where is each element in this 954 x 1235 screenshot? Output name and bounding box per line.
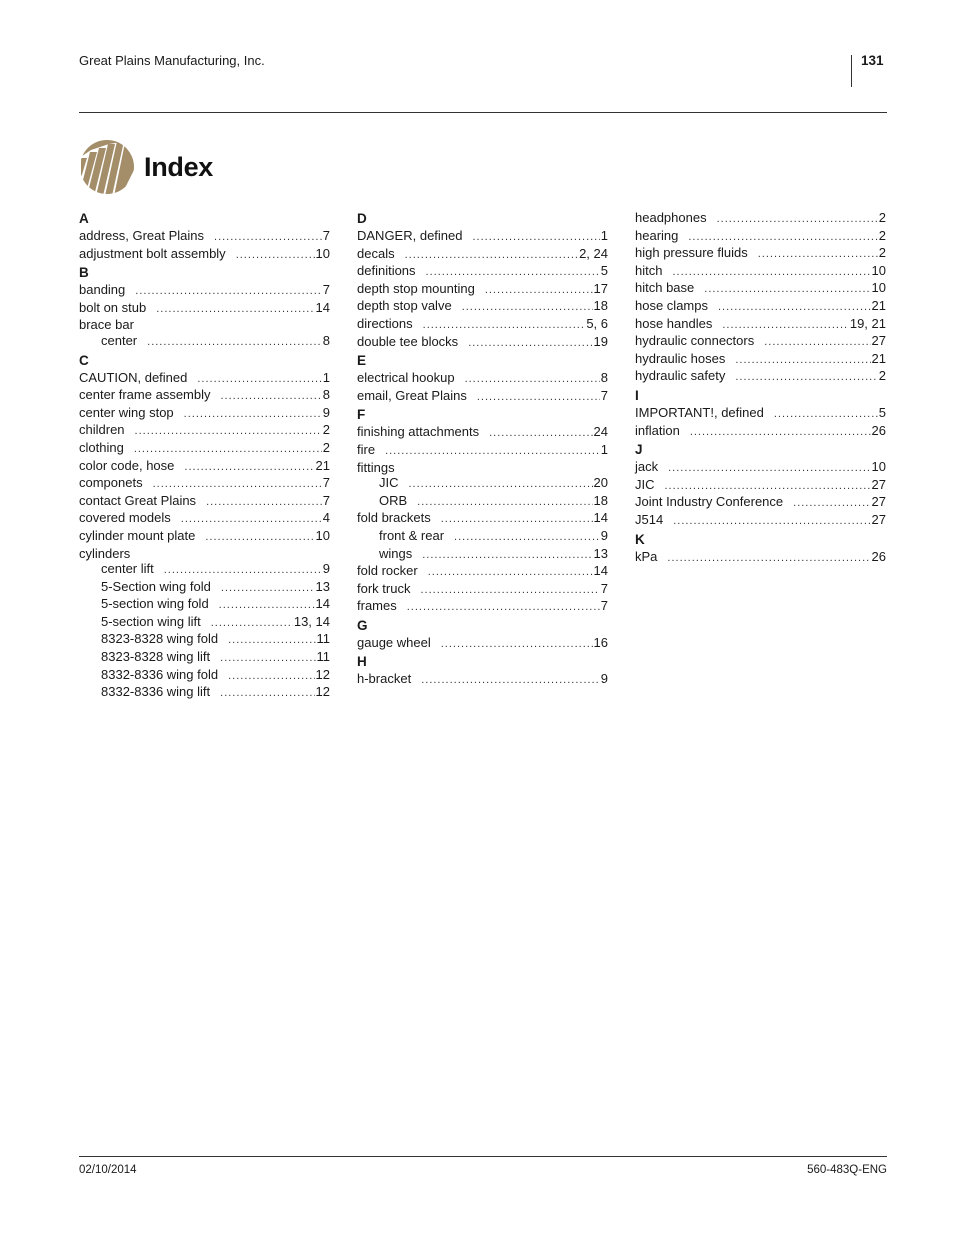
index-term: address, Great Plains	[79, 228, 205, 243]
dot-leader	[134, 442, 322, 458]
dot-leader	[219, 598, 315, 614]
index-subentry	[357, 475, 608, 493]
index-page-ref[interactable]: 11	[316, 649, 330, 665]
index-entry	[635, 459, 886, 477]
index-term: 8332-8336 wing lift	[101, 684, 211, 700]
dot-leader	[214, 230, 322, 246]
dot-leader	[135, 424, 322, 440]
index-term: high pressure fluids	[635, 245, 748, 261]
index-page-ref[interactable]: 2	[322, 439, 330, 455]
index-entry	[357, 316, 608, 334]
dot-leader	[156, 302, 314, 318]
index-entry	[79, 528, 330, 546]
index-page-ref[interactable]: 18	[593, 298, 608, 314]
dot-leader	[454, 530, 600, 546]
index-term: directions	[357, 315, 413, 331]
dot-leader	[409, 477, 593, 493]
index-page-ref[interactable]: 8	[322, 387, 330, 403]
index-term: 8323-8328 wing lift	[101, 649, 211, 665]
index-term: componets	[79, 475, 143, 491]
index-page-ref[interactable]: 2, 24	[579, 245, 608, 261]
dot-leader	[236, 248, 315, 264]
index-term: JIC	[635, 476, 655, 492]
dot-leader	[147, 335, 322, 351]
dot-leader	[211, 616, 293, 632]
index-page-ref[interactable]: 7	[322, 492, 330, 508]
index-term: covered models	[79, 510, 171, 526]
index-page-ref[interactable]: 10	[871, 280, 886, 296]
index-page-ref[interactable]: 9	[322, 404, 330, 420]
index-term: center	[101, 332, 138, 348]
index-entry	[635, 423, 886, 441]
index-subentry	[79, 596, 330, 614]
index-term: depth stop valve	[357, 298, 452, 314]
dot-leader	[184, 460, 314, 476]
index-page-ref[interactable]: 1	[600, 228, 608, 243]
index-entry	[635, 368, 886, 386]
dot-leader	[668, 461, 870, 477]
index-term: finishing attachments	[357, 424, 480, 440]
index-term: hydraulic connectors	[635, 333, 755, 349]
index-letter-heading: C	[79, 352, 89, 368]
index-page-ref[interactable]: 11	[316, 631, 330, 647]
index-entry	[79, 475, 330, 493]
index-term: Joint Industry Conference	[635, 494, 784, 510]
index-term: 8332-8336 wing fold	[101, 666, 219, 682]
dot-leader	[758, 247, 878, 263]
dot-leader	[793, 496, 870, 512]
dot-leader	[205, 530, 314, 546]
index-term: fold brackets	[357, 510, 431, 526]
index-term: 8323-8328 wing fold	[101, 631, 219, 647]
index-subentry	[79, 649, 330, 667]
index-entry	[357, 581, 608, 599]
index-term: JIC	[379, 475, 399, 491]
dot-leader	[184, 407, 322, 423]
index-letter-heading: J	[635, 442, 643, 458]
index-term: inflation	[635, 422, 680, 438]
index-entry	[357, 334, 608, 352]
index-term: J514	[635, 511, 664, 527]
index-entry	[79, 228, 330, 246]
index-term: definitions	[357, 263, 416, 279]
dot-leader	[688, 230, 877, 246]
index-entry	[357, 298, 608, 316]
index-term: wings	[379, 545, 413, 561]
index-entry	[357, 388, 608, 406]
dot-leader	[735, 370, 877, 386]
index-letter-heading: E	[357, 353, 367, 369]
index-page-ref[interactable]: 7	[322, 282, 330, 298]
dot-leader	[153, 477, 322, 493]
index-page-ref[interactable]: 9	[322, 561, 330, 577]
index-subentry	[357, 546, 608, 564]
index-page-ref[interactable]: 14	[315, 596, 330, 612]
index-term: IMPORTANT!, defined	[635, 404, 764, 420]
index-entry	[357, 460, 608, 476]
index-term: double tee blocks	[357, 333, 459, 349]
index-term: depth stop mounting	[357, 280, 475, 296]
dot-leader	[462, 300, 593, 316]
index-term: DANGER, defined	[357, 228, 463, 243]
index-page-ref[interactable]: 13	[315, 578, 330, 594]
index-term: 5-Section wing fold	[101, 578, 211, 594]
index-letter-heading: A	[79, 211, 89, 226]
index-page-ref[interactable]: 9	[600, 671, 608, 687]
header-company: Great Plains Manufacturing, Inc.	[79, 53, 265, 68]
index-entry	[635, 280, 886, 298]
index-subentry	[79, 614, 330, 632]
index-letter-heading: D	[357, 211, 367, 226]
index-term: clothing	[79, 439, 124, 455]
index-page-ref[interactable]: 24	[593, 424, 608, 440]
dot-leader	[704, 282, 870, 298]
index-term: children	[79, 422, 125, 438]
index-term: adjustment bolt assembly	[79, 245, 226, 261]
index-page-ref[interactable]: 7	[322, 228, 330, 243]
index-subentry	[357, 493, 608, 511]
dot-leader	[441, 637, 593, 653]
dot-leader	[221, 581, 315, 597]
index-entry	[357, 671, 608, 689]
index-page-ref[interactable]: 5	[600, 263, 608, 279]
index-page-ref[interactable]: 2	[878, 368, 886, 384]
index-subentry	[79, 333, 330, 351]
index-subentry	[79, 684, 330, 702]
index-term: center frame assembly	[79, 387, 211, 403]
index-entry	[79, 246, 330, 264]
index-term: CAUTION, defined	[79, 369, 188, 385]
index-entry	[635, 263, 886, 281]
index-page-ref[interactable]: 14	[593, 563, 608, 579]
index-page-ref[interactable]: 20	[593, 475, 608, 491]
index-term: hose clamps	[635, 297, 708, 313]
index-entry	[635, 512, 886, 530]
index-term: headphones	[635, 210, 707, 225]
dot-leader	[774, 407, 878, 423]
index-page-ref[interactable]: 18	[593, 492, 608, 508]
index-entry	[635, 351, 886, 369]
index-subentry	[79, 561, 330, 579]
index-entry	[79, 317, 330, 333]
dot-leader	[164, 563, 322, 579]
dot-leader	[135, 284, 321, 300]
index-page-ref[interactable]: 8	[322, 332, 330, 348]
index-entry	[79, 300, 330, 318]
dot-leader	[228, 669, 314, 685]
dot-leader	[422, 548, 592, 564]
index-page-ref[interactable]: 7	[600, 598, 608, 614]
index-page-ref[interactable]: 7	[600, 387, 608, 403]
index-page-ref[interactable]: 12	[315, 666, 330, 682]
index-column-1	[79, 210, 330, 702]
index-page-ref[interactable]: 10	[871, 459, 886, 475]
page-title: Index	[144, 151, 214, 182]
index-term: center wing stop	[79, 404, 174, 420]
header-divider	[79, 112, 887, 113]
dot-leader	[221, 389, 322, 405]
index-page-ref[interactable]: 2	[878, 210, 886, 225]
index-page-ref[interactable]: 19, 21	[849, 315, 886, 331]
dot-leader	[417, 495, 592, 511]
dot-leader	[407, 600, 600, 616]
index-page-ref[interactable]: 13	[593, 545, 608, 561]
header-divider-vertical	[851, 55, 852, 87]
title-area	[79, 138, 213, 196]
index-term: electrical hookup	[357, 370, 455, 386]
index-page-ref[interactable]: 19	[593, 333, 608, 349]
index-page-ref[interactable]: 21	[315, 457, 330, 473]
index-page-ref[interactable]: 21	[871, 350, 886, 366]
index-letter-heading: G	[357, 617, 368, 633]
index-term: gauge wheel	[357, 634, 431, 650]
index-term: front & rear	[379, 527, 445, 543]
dot-leader	[673, 514, 870, 530]
index-term: cylinder mount plate	[79, 527, 196, 543]
index-term: 5-section wing fold	[101, 596, 209, 612]
dot-leader	[717, 212, 878, 228]
index-page-ref[interactable]: 7	[322, 475, 330, 491]
index-term: hydraulic safety	[635, 368, 726, 384]
index-term: kPa	[635, 548, 658, 564]
index-subentry	[79, 579, 330, 597]
index-page-ref[interactable]: 1	[600, 441, 608, 457]
index-entry	[357, 424, 608, 442]
dot-leader	[220, 686, 314, 702]
index-page-ref[interactable]: 27	[871, 494, 886, 510]
index-page-ref[interactable]: 16	[593, 634, 608, 650]
index-page-ref[interactable]: 17	[593, 280, 608, 296]
index-entry	[357, 281, 608, 299]
index-page-ref[interactable]: 26	[871, 422, 886, 438]
index-entry	[79, 546, 330, 562]
dot-leader	[206, 495, 322, 511]
dot-leader	[718, 300, 871, 316]
index-entry	[357, 370, 608, 388]
index-page-ref[interactable]: 2	[322, 422, 330, 438]
index-page-ref[interactable]: 10	[315, 245, 330, 261]
dot-leader	[181, 512, 322, 528]
index-term: h-bracket	[357, 671, 412, 687]
dot-leader	[667, 551, 870, 567]
index-term: fork truck	[357, 580, 411, 596]
index-page-ref[interactable]: 26	[871, 548, 886, 564]
index-entry	[79, 458, 330, 476]
index-term: decals	[357, 245, 395, 261]
index-entry	[357, 563, 608, 581]
index-entry	[635, 333, 886, 351]
index-term: ORB	[379, 492, 408, 508]
index-page-ref[interactable]: 9	[600, 527, 608, 543]
dot-leader	[228, 633, 315, 649]
index-entry	[79, 370, 330, 388]
index-letter-heading: B	[79, 265, 89, 281]
dot-leader	[690, 425, 871, 441]
index-page-ref[interactable]: 21	[871, 297, 886, 313]
index-page-ref[interactable]: 14	[315, 299, 330, 315]
great-plains-logo-icon	[79, 138, 135, 196]
index-term: fire	[357, 441, 376, 457]
index-entry	[635, 298, 886, 316]
page-number: 131	[861, 53, 884, 68]
footer-doc-code: 560-483Q-ENG	[807, 1164, 887, 1176]
index-term: hydraulic hoses	[635, 350, 726, 366]
index-term: brace bar	[79, 317, 134, 333]
index-page-ref[interactable]: 7	[600, 580, 608, 596]
index-entry	[635, 245, 886, 263]
index-entry	[79, 493, 330, 511]
index-entry	[635, 494, 886, 512]
index-entry	[635, 405, 886, 423]
index-subentry	[79, 631, 330, 649]
index-page-ref[interactable]: 27	[871, 511, 886, 527]
dot-leader	[405, 248, 579, 264]
index-letter-heading: K	[635, 531, 645, 547]
index-page-ref[interactable]: 4	[322, 510, 330, 526]
index-page-ref[interactable]: 10	[315, 527, 330, 543]
index-page-ref[interactable]: 5, 6	[586, 315, 608, 331]
index-term: fittings	[357, 459, 395, 475]
dot-leader	[665, 479, 871, 495]
dot-leader	[468, 336, 592, 352]
index-page-ref[interactable]: 8	[600, 370, 608, 386]
index-column-3	[635, 210, 886, 566]
dot-leader	[485, 283, 593, 299]
index-letter-heading: F	[357, 407, 366, 423]
dot-leader	[672, 265, 870, 281]
index-letter-heading: H	[357, 654, 367, 670]
index-letter-heading: I	[635, 387, 639, 403]
index-term: banding	[79, 282, 126, 298]
index-term: bolt on stub	[79, 299, 147, 315]
dot-leader	[423, 318, 586, 334]
index-entry	[357, 228, 608, 246]
index-entry	[79, 387, 330, 405]
index-entry	[357, 246, 608, 264]
index-subentry	[79, 667, 330, 685]
index-entry	[79, 422, 330, 440]
index-term: 5-section wing lift	[101, 613, 201, 629]
footer-divider	[79, 1156, 887, 1157]
dot-leader	[428, 565, 593, 581]
index-entry	[357, 635, 608, 653]
index-entry	[357, 263, 608, 281]
dot-leader	[385, 444, 600, 460]
index-entry	[79, 510, 330, 528]
index-term: fold rocker	[357, 563, 418, 579]
index-entry	[79, 405, 330, 423]
dot-leader	[722, 318, 849, 334]
index-term: contact Great Plains	[79, 492, 197, 508]
index-entry	[635, 316, 886, 334]
index-entry	[357, 442, 608, 460]
index-column-2	[357, 210, 608, 689]
footer-date: 02/10/2014	[79, 1164, 137, 1176]
index-term: hitch	[635, 262, 663, 278]
dot-leader	[465, 372, 600, 388]
index-page-ref[interactable]: 27	[871, 476, 886, 492]
index-page-ref[interactable]: 13, 14	[293, 613, 330, 629]
dot-leader	[197, 372, 321, 388]
index-entry	[79, 440, 330, 458]
index-page-ref[interactable]: 10	[871, 262, 886, 278]
dot-leader	[477, 390, 600, 406]
index-entry	[635, 549, 886, 567]
dot-leader	[220, 651, 315, 667]
dot-leader	[441, 512, 593, 528]
index-entry	[79, 282, 330, 300]
index-entry	[635, 228, 886, 246]
index-term: color code, hose	[79, 457, 175, 473]
dot-leader	[421, 673, 600, 689]
index-entry	[357, 510, 608, 528]
index-term: hose handles	[635, 315, 713, 331]
dot-leader	[735, 353, 870, 369]
index-entry	[635, 210, 886, 228]
index-page-ref[interactable]: 14	[593, 510, 608, 526]
index-page-ref[interactable]: 5	[878, 404, 886, 420]
index-term: jack	[635, 459, 659, 475]
dot-leader	[473, 230, 600, 246]
index-page-ref[interactable]: 27	[871, 333, 886, 349]
index-term: hitch base	[635, 280, 695, 296]
index-term: center lift	[101, 561, 154, 577]
dot-leader	[420, 583, 599, 599]
dot-leader	[764, 335, 870, 351]
index-term: email, Great Plains	[357, 387, 467, 403]
index-entry	[357, 598, 608, 616]
dot-leader	[426, 265, 600, 281]
index-term: cylinders	[79, 545, 131, 561]
index-page-ref[interactable]: 2	[878, 227, 886, 243]
index-term: frames	[357, 598, 397, 614]
index-page-ref[interactable]: 2	[878, 245, 886, 261]
index-page-ref[interactable]: 1	[322, 369, 330, 385]
dot-leader	[489, 426, 592, 442]
index-term: hearing	[635, 227, 679, 243]
index-entry	[635, 477, 886, 495]
index-subentry	[357, 528, 608, 546]
index-page-ref[interactable]: 12	[315, 684, 330, 700]
